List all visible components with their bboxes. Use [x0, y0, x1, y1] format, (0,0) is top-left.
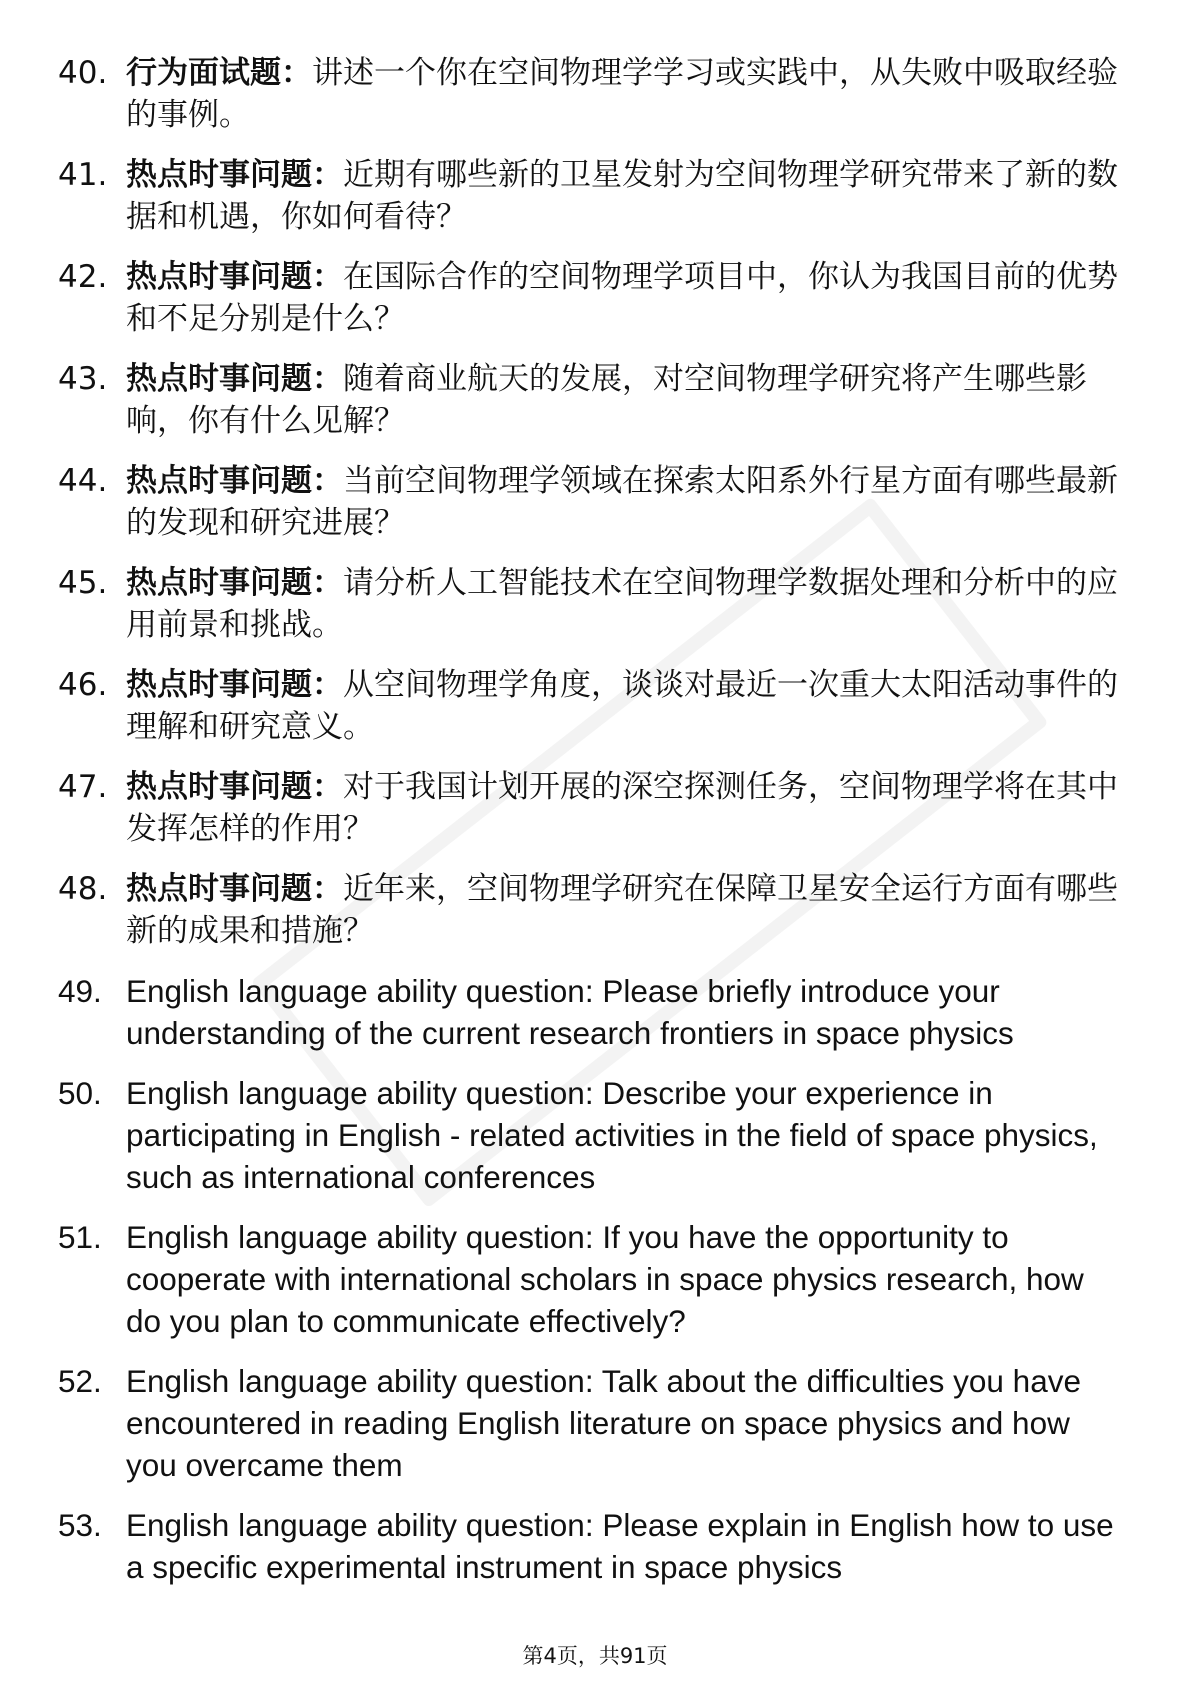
question-number: 41. — [58, 157, 108, 193]
question-text: English language ability question: Describe your experience in participating in English - related activities in the field of space physics, such as international conferences — [126, 1075, 1098, 1195]
question-category: 行为面试题： — [126, 55, 312, 91]
question-text: 在国际合作的空间物理学项目中，你认为我国目前的优势和不足分别是什么？ — [126, 259, 1118, 337]
question-category: 热点时事问题： — [126, 769, 343, 805]
question-item-52 — [58, 1360, 1118, 1486]
question-item-45 — [58, 562, 1118, 646]
question-number: 44. — [58, 463, 108, 499]
question-number: 43. — [58, 361, 108, 397]
question-item-47 — [58, 766, 1118, 850]
question-text: 近期有哪些新的卫星发射为空间物理学研究带来了新的数据和机遇，你如何看待？ — [126, 157, 1118, 235]
question-item-48 — [58, 868, 1118, 952]
question-number: 45. — [58, 565, 108, 601]
question-number: 53. — [58, 1507, 102, 1543]
question-number: 47. — [58, 769, 108, 805]
question-number: 52. — [58, 1363, 102, 1399]
question-category: 热点时事问题： — [126, 157, 343, 193]
question-category: 热点时事问题： — [126, 871, 343, 907]
question-number: 51. — [58, 1219, 102, 1255]
question-item-43 — [58, 358, 1118, 442]
question-category: 热点时事问题： — [126, 667, 343, 703]
question-text: 对于我国计划开展的深空探测任务，空间物理学将在其中发挥怎样的作用？ — [126, 769, 1118, 847]
question-number: 42. — [58, 259, 108, 295]
question-item-44 — [58, 460, 1118, 544]
question-category: 热点时事问题： — [126, 463, 343, 499]
question-item-51 — [58, 1216, 1118, 1342]
question-number: 50. — [58, 1075, 102, 1111]
question-text: 当前空间物理学领域在探索太阳系外行星方面有哪些最新的发现和研究进展？ — [126, 463, 1118, 541]
question-item-40 — [58, 52, 1118, 136]
question-text: English language ability question: Talk about the difficulties you have encountered in reading English literature on space physics and how you overcame them — [126, 1363, 1081, 1483]
question-list — [58, 52, 1118, 1606]
question-number: 40. — [58, 55, 108, 91]
page-number-footer: 第4页，共91页 — [522, 1644, 668, 1668]
question-text: English language ability question: Please explain in English how to use a specific experimental instrument in space physics — [126, 1507, 1114, 1585]
question-item-41 — [58, 154, 1118, 238]
question-text: English language ability question: If you have the opportunity to cooperate with international scholars in space physics research, how do you plan to communicate effectively? — [126, 1219, 1084, 1339]
question-text: 请分析人工智能技术在空间物理学数据处理和分析中的应用前景和挑战。 — [126, 565, 1118, 643]
question-number: 46. — [58, 667, 108, 703]
question-text: 讲述一个你在空间物理学学习或实践中，从失败中吸取经验的事例。 — [126, 55, 1118, 133]
question-number: 49. — [58, 973, 102, 1009]
question-category: 热点时事问题： — [126, 361, 343, 397]
question-text: 随着商业航天的发展，对空间物理学研究将产生哪些影响，你有什么见解？ — [126, 361, 1087, 439]
question-category: 热点时事问题： — [126, 565, 343, 601]
question-item-42 — [58, 256, 1118, 340]
question-item-46 — [58, 664, 1118, 748]
question-text: English language ability question: Please briefly introduce your understanding of the current research frontiers in space physics — [126, 973, 1014, 1051]
question-category: 热点时事问题： — [126, 259, 343, 295]
question-item-50 — [58, 1072, 1118, 1198]
question-item-49 — [58, 970, 1118, 1054]
question-item-53 — [58, 1504, 1118, 1588]
question-text: 从空间物理学角度，谈谈对最近一次重大太阳活动事件的理解和研究意义。 — [126, 667, 1118, 745]
question-number: 48. — [58, 871, 108, 907]
question-text: 近年来，空间物理学研究在保障卫星安全运行方面有哪些新的成果和措施？ — [126, 871, 1118, 949]
